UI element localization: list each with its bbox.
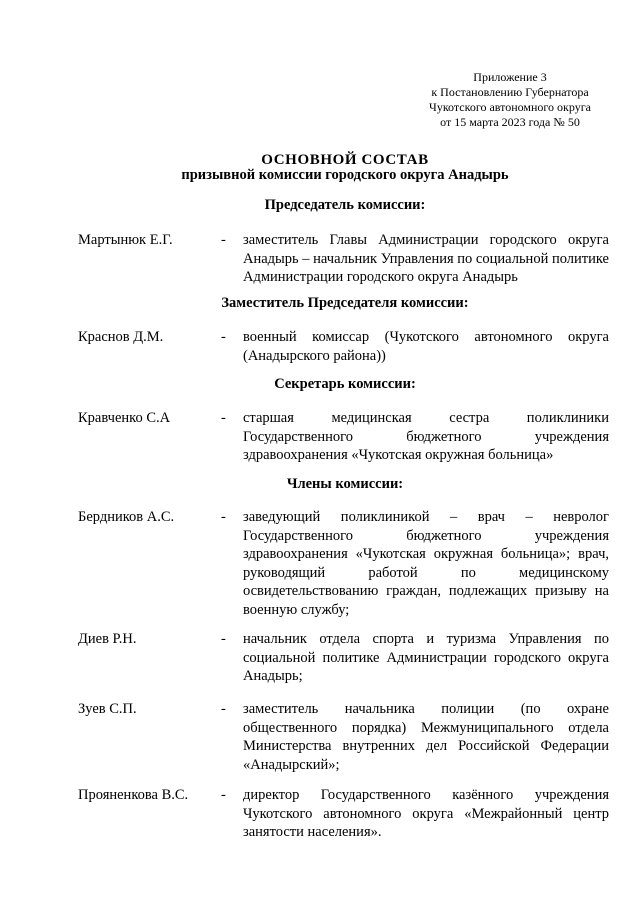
member-description: заместитель начальника полиции (по охране общественного порядка) Межмуниципального отдела Министерства внутренних дел Российской Федерации «Анадырский»;: [243, 701, 609, 773]
member-dash: -: [221, 410, 226, 426]
member-name: Мартынюк Е.Г.: [78, 232, 173, 248]
member-name: Зуев С.П.: [78, 701, 137, 717]
member-dash: -: [221, 329, 226, 345]
member-name: Кравченко С.А: [78, 410, 171, 426]
annex-line: Чукотского автономного округа: [429, 100, 591, 114]
member-dash: -: [221, 232, 226, 248]
annex-line: Приложение 3: [473, 70, 547, 84]
member-name: Краснов Д.М.: [78, 329, 164, 345]
member-description: заместитель Главы Администрации городского округа Анадырь – начальник Управления по социальной политике Администрации городского округа Анадырь: [243, 232, 609, 285]
section-heading-secretary: Секретарь комиссии:: [274, 376, 416, 392]
member-description: заведующий поликлиникой – врач – невролог Государственного бюджетного учреждения здравоохранения «Чукотская окружная больница»; врач, руководящий работой по медицинскому освидетельствованию граждан, подлежащих призыву на военную службу;: [243, 509, 609, 618]
member-dash: -: [221, 509, 226, 525]
document-title: ОСНОВНОЙ СОСТАВ: [261, 152, 429, 168]
annex-block: [380, 70, 640, 130]
annex-line: к Постановлению Губернатора: [431, 85, 589, 99]
member-name: Прояненкова В.С.: [78, 787, 189, 803]
section-heading-deputy: Заместитель Председателя комиссии:: [221, 295, 469, 311]
document-subtitle: призывной комиссии городского округа Анадырь: [181, 167, 509, 183]
section-heading-chairman: Председатель комиссии:: [264, 197, 426, 213]
member-name: Бердников А.С.: [78, 509, 175, 525]
member-description: военный комиссар (Чукотского автономного округа (Анадырского района)): [243, 329, 609, 364]
member-description: директор Государственного казённого учреждения Чукотского автономного округа «Межрайонный центр занятости населения».: [243, 787, 609, 840]
section-heading-members: Члены комиссии:: [286, 476, 404, 492]
member-description: старшая медицинская сестра поликлиники Государственного бюджетного учреждения здравоохранения «Чукотская окружная больница»: [243, 410, 609, 463]
member-dash: -: [221, 631, 226, 647]
member-dash: -: [221, 701, 226, 717]
member-name: Диев Р.Н.: [78, 631, 137, 647]
member-description: начальник отдела спорта и туризма Управления по социальной политике Администрации городского округа Анадырь;: [243, 631, 609, 684]
member-dash: -: [221, 787, 226, 803]
annex-line: от 15 марта 2023 года № 50: [440, 115, 580, 129]
